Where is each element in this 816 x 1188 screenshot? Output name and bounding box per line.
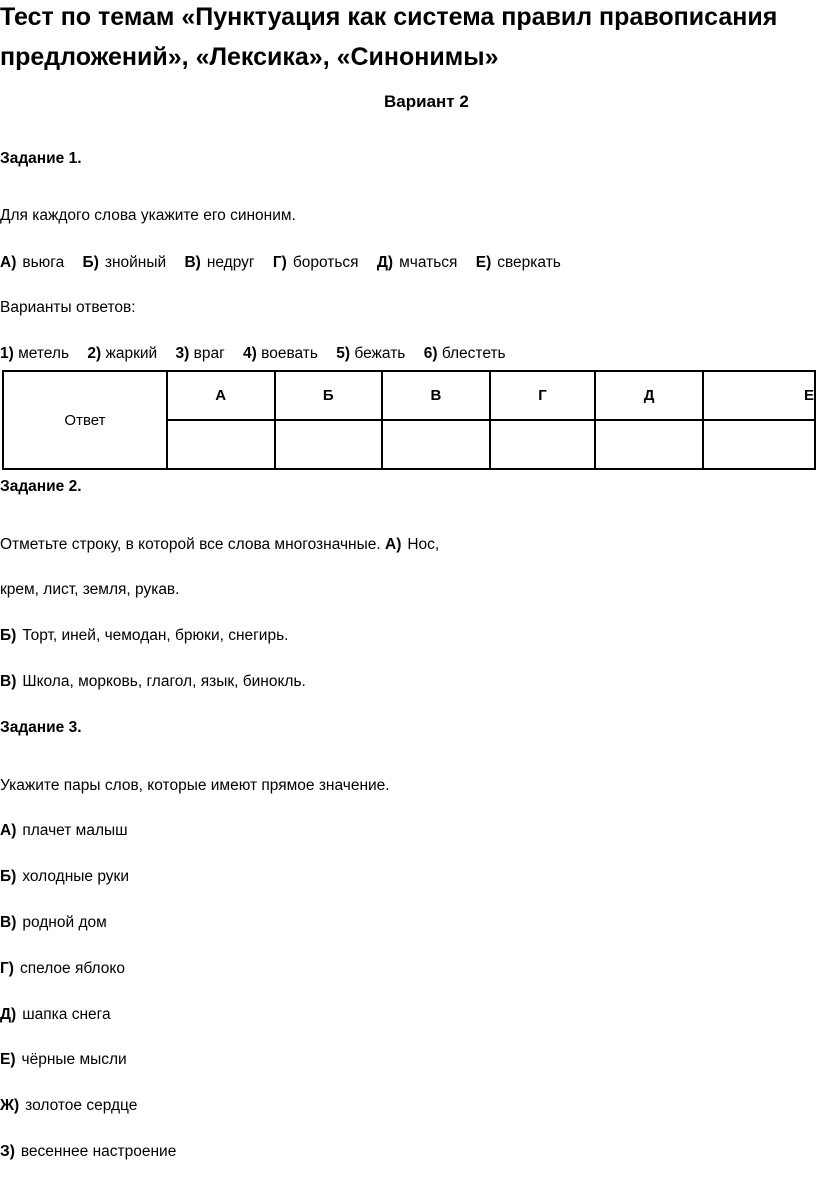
item-letter: Ж) xyxy=(0,1097,20,1114)
word-letter: Е) xyxy=(475,254,492,271)
variant-label: Вариант 2 xyxy=(384,92,469,111)
option-text: Торт, иней, чемодан, брюки, снегирь. xyxy=(22,627,289,644)
option-num: 5) xyxy=(336,345,351,362)
option-num: 6) xyxy=(423,345,438,362)
task3-heading: Задание 3. xyxy=(0,719,82,736)
word: бороться xyxy=(292,254,359,271)
item-letter: В) xyxy=(0,914,17,931)
task3-instruction: Укажите пары слов, которые имеют прямое значение. xyxy=(0,777,390,794)
list-item xyxy=(0,914,107,932)
column-header: Д xyxy=(595,371,703,420)
word: знойный xyxy=(104,254,167,271)
column-header: В xyxy=(382,371,490,420)
item-text: спелое яблоко xyxy=(19,960,125,977)
word-letter: А) xyxy=(0,254,17,271)
answer-cell[interactable] xyxy=(382,420,490,469)
option-word: метель xyxy=(18,345,70,362)
list-item xyxy=(0,1051,127,1069)
word-letter: Д) xyxy=(376,254,394,271)
option-text: Школа, морковь, глагол, язык, бинокль. xyxy=(22,673,306,690)
column-header: А xyxy=(167,371,275,420)
task2-instruction: Отметьте строку, в которой все слова многозначные. xyxy=(0,536,381,553)
task1-options-label: Варианты ответов: xyxy=(0,299,136,316)
item-letter: Д) xyxy=(0,1006,17,1023)
item-text: шапка снега xyxy=(22,1006,111,1023)
word-letter: Б) xyxy=(82,254,99,271)
option-num: 3) xyxy=(175,345,190,362)
list-item xyxy=(0,960,125,978)
list-item xyxy=(0,868,129,886)
answer-cell[interactable] xyxy=(275,420,383,469)
item-letter: З) xyxy=(0,1143,15,1160)
list-item xyxy=(0,1097,137,1115)
option-b xyxy=(0,627,288,645)
option-num: 2) xyxy=(87,345,102,362)
option-word: жаркий xyxy=(105,345,158,362)
task1-options xyxy=(0,345,506,363)
task2-instruction-line xyxy=(0,536,439,554)
word: мчаться xyxy=(399,254,458,271)
word: вьюга xyxy=(22,254,65,271)
option-letter: В) xyxy=(0,673,17,690)
word: сверкать xyxy=(497,254,561,271)
item-text: чёрные мысли xyxy=(21,1051,127,1068)
option-num: 1) xyxy=(0,345,14,362)
option-num: 4) xyxy=(243,345,257,362)
option-word: бежать xyxy=(354,345,406,362)
word-letter: Г) xyxy=(272,254,287,271)
item-letter: А) xyxy=(0,822,17,839)
option-a-part2: крем, лист, земля, рукав. xyxy=(0,581,180,598)
item-letter: Б) xyxy=(0,868,17,885)
list-item xyxy=(0,1006,111,1024)
task1-heading: Задание 1. xyxy=(0,150,82,167)
option-word: враг xyxy=(193,345,225,362)
answer-cell[interactable] xyxy=(703,420,815,469)
word-letter: В) xyxy=(184,254,201,271)
column-header: Е xyxy=(703,371,815,420)
item-text: родной дом xyxy=(22,914,107,931)
title-line-2: предложений», «Лексика», «Синонимы» xyxy=(0,43,499,71)
column-header: Г xyxy=(490,371,596,420)
task1-instruction: Для каждого слова укажите его синоним. xyxy=(0,207,296,224)
task1-words xyxy=(0,254,561,272)
title-line-1: Тест по темам «Пунктуация как система правил правописания xyxy=(0,3,778,31)
answer-cell[interactable] xyxy=(167,420,275,469)
answer-table xyxy=(2,370,816,470)
answer-row-label: Ответ xyxy=(3,371,167,469)
option-letter: Б) xyxy=(0,627,17,644)
list-item xyxy=(0,1143,176,1161)
list-item xyxy=(0,822,128,840)
item-text: плачет малыш xyxy=(22,822,128,839)
item-letter: Г) xyxy=(0,960,14,977)
table-row xyxy=(3,371,815,420)
answer-cell[interactable] xyxy=(595,420,703,469)
item-text: золотое сердце xyxy=(25,1097,138,1114)
task2-heading: Задание 2. xyxy=(0,478,82,495)
word: недруг xyxy=(206,254,255,271)
option-word: воевать xyxy=(261,345,318,362)
answer-cell[interactable] xyxy=(490,420,596,469)
option-word: блестеть xyxy=(441,345,506,362)
option-a-part1: Нос, xyxy=(407,536,440,553)
option-letter: А) xyxy=(385,536,402,553)
item-text: холодные руки xyxy=(22,868,129,885)
option-c xyxy=(0,673,306,691)
item-letter: Е) xyxy=(0,1051,16,1068)
column-header: Б xyxy=(275,371,383,420)
item-text: весеннее настроение xyxy=(20,1143,177,1160)
